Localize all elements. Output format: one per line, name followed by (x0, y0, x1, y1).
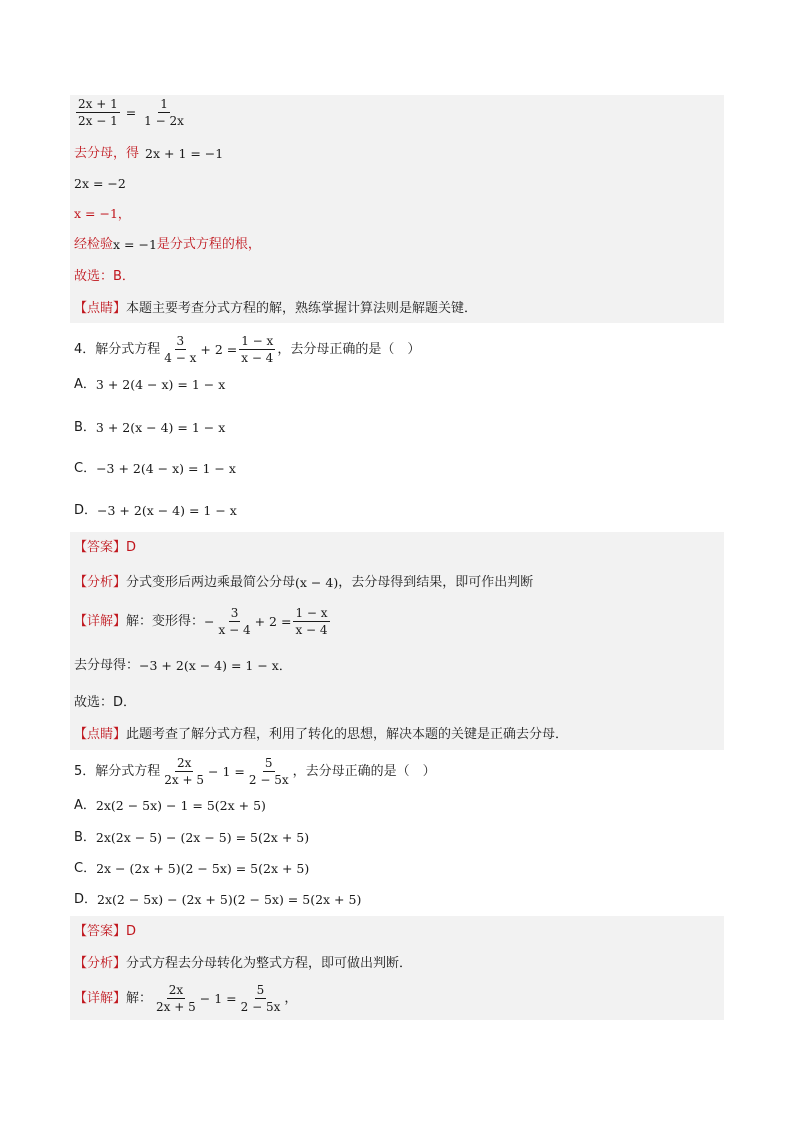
option-label: C． (74, 461, 97, 476)
answer-text: 故选：B． (74, 269, 135, 284)
analysis-text: 分式方程去分母转化为整式方程，即可做出判断． (126, 956, 413, 971)
operator: − (204, 613, 215, 629)
option-math: 2x(2 − 5x) − 1 = 5(2x + 5) (95, 798, 266, 813)
fraction (239, 334, 275, 365)
denominator: x − 4 (295, 623, 328, 637)
denominator: x − 4 (241, 351, 274, 365)
answer-value: D (126, 924, 137, 939)
numerator: 2x + 1 (78, 97, 118, 111)
step-math: x = −1， (74, 206, 131, 221)
option-math: 2x(2x − 5) − (2x − 5) = 5(2x + 5) (95, 830, 310, 845)
step-line (74, 145, 223, 163)
option-math: −3 + 2(x − 4) = 1 − x (97, 503, 237, 518)
tip-line (74, 300, 477, 318)
question-stem (74, 334, 420, 365)
question-number: 4．解分式方程 (74, 341, 161, 357)
numerator: 3 (176, 334, 185, 348)
answer-line (74, 539, 136, 557)
tip-text: 此题考查了解分式方程，利用了转化的思想，解决本题的关键是正确去分母． (126, 727, 569, 742)
tip-text: 本题主要考查分式方程的解，熟练掌握计算法则是解题关键． (126, 301, 478, 316)
operator: − 1 = (199, 990, 237, 1006)
analysis-math: (x − 4) (295, 575, 339, 590)
fraction (247, 756, 291, 787)
option-label: B． (74, 420, 96, 435)
fraction (293, 606, 329, 637)
option-c (74, 860, 309, 878)
question-suffix: ，去分母正确的是（ ） (277, 341, 421, 357)
option-math: 2x − (2x + 5)(2 − 5x) = 5(2x + 5) (96, 861, 310, 876)
option-math: 3 + 2(4 − x) = 1 − x (95, 377, 226, 392)
step-text: 去分母，得 (74, 146, 140, 161)
option-math: 3 + 2(x − 4) = 1 − x (95, 420, 226, 435)
choice-line (74, 694, 136, 712)
answer-label: 【答案】 (74, 924, 127, 939)
denominator: 2x − 1 (78, 114, 118, 128)
fraction (76, 97, 120, 128)
numerator: 5 (264, 756, 273, 770)
option-label: C． (74, 861, 97, 876)
option-label: A． (74, 798, 96, 813)
fraction (154, 983, 198, 1014)
step-text: 去分母得： (74, 658, 140, 673)
step-line (74, 657, 291, 675)
solution-block-q3 (70, 95, 724, 323)
analysis-label: 【分析】 (74, 956, 127, 971)
step-line (74, 205, 130, 223)
denominator: x − 4 (218, 623, 251, 637)
solution-block-q4 (70, 532, 724, 750)
detail-text: 解： (126, 990, 153, 1006)
step-math: −3 + 2(x − 4) = 1 − x． (139, 658, 292, 673)
option-d (74, 502, 237, 520)
question-number: 5．解分式方程 (74, 763, 161, 779)
detail-line (74, 606, 332, 637)
option-a (74, 376, 225, 394)
numerator: 2x (176, 756, 192, 770)
fraction (142, 97, 186, 128)
step-math: 2x = −2 (74, 176, 126, 191)
numerator: 3 (230, 606, 239, 620)
check-prefix: 经检验 (74, 237, 114, 252)
numerator: 1 − x (295, 606, 328, 620)
detail-text: 解：变形得： (126, 613, 205, 629)
denominator: 2 − 5x (240, 1000, 281, 1014)
fraction (162, 756, 206, 787)
detail-label: 【详解】 (74, 613, 127, 629)
equation-line: $\frac{2x + 1}{2x - 1}$ = $\frac{1}{1 - 2x}$ (78, 97, 184, 128)
detail-label: 【详解】 (74, 990, 127, 1006)
operator: − 1 = (208, 763, 245, 779)
denominator: 2 − 5x (248, 773, 289, 787)
detail-line (74, 983, 297, 1014)
question-suffix: ，去分母正确的是（ ） (292, 763, 436, 779)
fraction (239, 983, 283, 1014)
check-suffix: 是分式方程的根， (156, 237, 261, 252)
analysis-line (74, 955, 412, 973)
numerator: 1 (160, 97, 168, 111)
operator: + 2 = (254, 613, 292, 629)
denominator: 1 − 2x (144, 114, 184, 128)
question-stem (74, 756, 436, 787)
answer-value: D (126, 540, 137, 555)
option-b (74, 829, 309, 847)
answer-line (74, 923, 136, 941)
analysis-text: 分式变形后两边乘最简公分母 (126, 575, 296, 590)
option-label: D． (74, 503, 98, 518)
step-math: 2x + 1 = −1 (145, 146, 224, 161)
tip-label: 【点睛】 (74, 301, 127, 316)
option-label: D． (74, 892, 98, 907)
option-d (74, 891, 361, 909)
analysis-label: 【分析】 (74, 575, 127, 590)
fraction (217, 606, 253, 637)
denominator: 2x + 5 (156, 1000, 196, 1014)
analysis-text: ，去分母得到结果，即可作出判断 (338, 575, 534, 590)
tip-line (74, 726, 568, 744)
option-label: B． (74, 830, 96, 845)
check-line (74, 236, 261, 254)
check-math: x = −1 (113, 237, 157, 252)
step-line (74, 175, 126, 193)
fraction (162, 334, 198, 365)
option-math: −3 + 2(4 − x) = 1 − x (96, 461, 236, 476)
denominator: 4 − x (164, 351, 197, 365)
numerator: 1 − x (241, 334, 274, 348)
option-label: A． (74, 377, 96, 392)
option-b (74, 419, 225, 437)
choice-text: 故选：D． (74, 695, 137, 710)
numerator: 5 (256, 983, 265, 997)
tip-label: 【点睛】 (74, 727, 127, 742)
answer-label: 【答案】 (74, 540, 127, 555)
option-c (74, 460, 236, 478)
option-a (74, 797, 266, 815)
answer-line (74, 268, 135, 286)
analysis-line (74, 574, 533, 592)
detail-suffix: ， (284, 990, 298, 1006)
operator: + 2 = (200, 341, 238, 357)
denominator: 2x + 5 (164, 773, 205, 787)
numerator: 2x (168, 983, 184, 997)
option-math: 2x(2 − 5x) − (2x + 5)(2 − 5x) = 5(2x + 5) (97, 892, 362, 907)
